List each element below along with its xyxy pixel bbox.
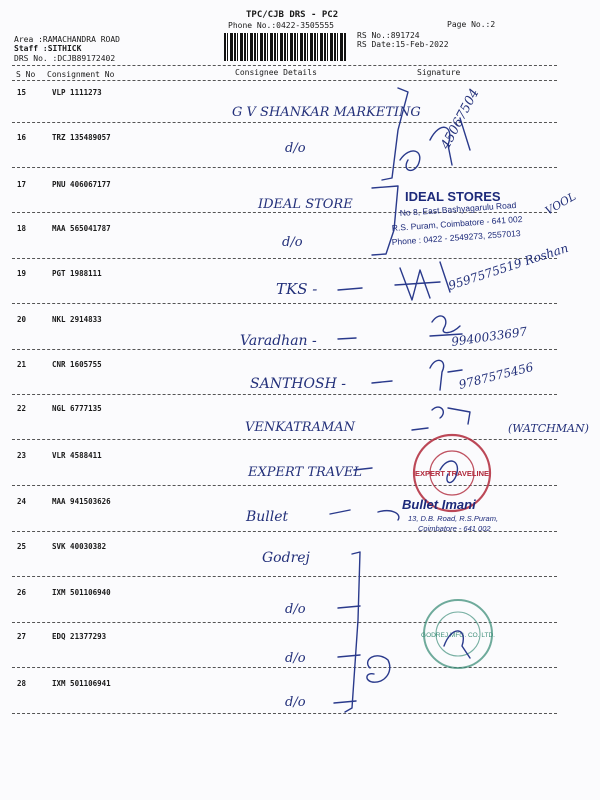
row-sno: 23: [17, 451, 27, 460]
report-title: TPC/CJB DRS - PC2: [246, 10, 339, 20]
row-consignment: TRZ 135489057: [52, 133, 111, 142]
row-sno: 21: [17, 360, 27, 369]
column-sno: S No: [16, 70, 36, 79]
row-sno: 24: [17, 497, 27, 506]
column-consignment: Consignment No: [47, 70, 115, 79]
bracket-mark: [345, 552, 360, 712]
row-consignment: PNU 406067177: [52, 180, 111, 189]
stamp-line: 13, D.B. Road, R.S.Puram,: [408, 514, 499, 523]
handwritten-note: (WATCHMAN): [508, 422, 589, 435]
row-sno: 20: [17, 315, 27, 324]
row-sno: 16: [17, 133, 27, 142]
signature: [432, 407, 470, 424]
signature: [430, 360, 462, 390]
handwritten-name: d/o: [282, 235, 303, 250]
row-consignment: MAA 565041787: [52, 224, 111, 233]
handwritten-name: d/o: [285, 651, 306, 666]
handwritten-name: VENKATRAMAN: [245, 420, 356, 435]
row-consignment: VLP 1111273: [52, 88, 102, 97]
row-consignment: NGL 6777135: [52, 404, 102, 413]
rs-date: RS Date:15-Feb-2022: [357, 40, 449, 49]
row-consignment: PGT 1988111: [52, 269, 102, 278]
row-consignment: IXM 501106941: [52, 679, 111, 688]
bullet-stamp: [378, 497, 498, 533]
row-sno: 15: [17, 88, 27, 97]
bracket-mark: [382, 88, 408, 180]
row-consignment: MAA 941503626: [52, 497, 111, 506]
phone-number: Phone No.:0422-3505555: [228, 21, 334, 30]
ideal-stores-stamp: [391, 189, 578, 247]
row-consignment: CNR 1605755: [52, 360, 102, 369]
handwritten-note: VOOL: [543, 189, 579, 218]
stamp-line: Coimbatore - 641 002: [418, 524, 491, 533]
signature: [367, 656, 390, 682]
row-sno: 17: [17, 180, 27, 189]
row-consignment: SVK 40030382: [52, 542, 107, 551]
handwritten-name: IDEAL STORE: [258, 197, 353, 212]
page-number: Page No.:2: [447, 20, 496, 29]
row-consignment: IXM 501106940: [52, 588, 111, 597]
row-consignment: VLR 4588411: [52, 451, 102, 460]
handwritten-note: 45067504: [438, 86, 483, 152]
stamp-line: R.S. Puram, Coimbatore - 641 002: [391, 213, 523, 233]
handwritten-note: 9940033697: [450, 324, 529, 349]
handwritten-name: EXPERT TRAVEL: [248, 465, 363, 480]
godrej-stamp: [421, 600, 495, 668]
handwritten-name: Varadhan -: [240, 333, 317, 349]
rs-number: RS No.:891724: [357, 31, 420, 40]
drs-number: DRS No. :DCJB89172402: [14, 54, 116, 63]
handwritten-name: Godrej: [262, 550, 310, 566]
handwritten-name: Bullet: [246, 509, 289, 525]
row-consignment: EDQ 21377293: [52, 632, 107, 641]
stamp-line: No 8, East Bashyagarulu Road: [399, 199, 517, 218]
row-sno: 28: [17, 679, 27, 688]
stamp-ring-text: EXPERT TRAVELINE: [414, 469, 490, 478]
stamp-ring-text: GODREJ MFG. CO. LTD.: [421, 632, 495, 639]
stamp-line: Phone : 0422 - 2549273, 2557013: [391, 228, 521, 247]
row-sno: 22: [17, 404, 27, 413]
column-signature: Signature: [417, 68, 461, 77]
staff-label: Staff :SITHICK: [14, 44, 82, 53]
signature: [430, 316, 462, 336]
area-label: Area :RAMACHANDRA ROAD: [14, 35, 120, 44]
signature: [395, 262, 450, 300]
row-sno: 19: [17, 269, 27, 278]
handwritten-name: G V SHANKAR MARKETING: [232, 105, 421, 120]
stamp-title: IDEAL STORES: [405, 189, 501, 204]
handwritten-name: d/o: [285, 695, 306, 710]
column-consignee: Consignee Details: [235, 68, 317, 77]
row-sno: 18: [17, 224, 27, 233]
row-sno: 25: [17, 542, 27, 551]
row-sno: 27: [17, 632, 27, 641]
stamp-title: Bullet Imani: [402, 497, 476, 512]
handwritten-name: SANTHOSH -: [250, 376, 346, 392]
row-consignment: NKL 2914833: [52, 315, 102, 324]
handwritten-name: d/o: [285, 602, 306, 617]
handwritten-name: TKS -: [276, 280, 318, 298]
handwritten-note: 9787575456: [457, 359, 535, 392]
handwritten-name: d/o: [285, 141, 306, 156]
handwritten-note: 9597575519 Roshan: [446, 240, 571, 293]
row-sno: 26: [17, 588, 27, 597]
